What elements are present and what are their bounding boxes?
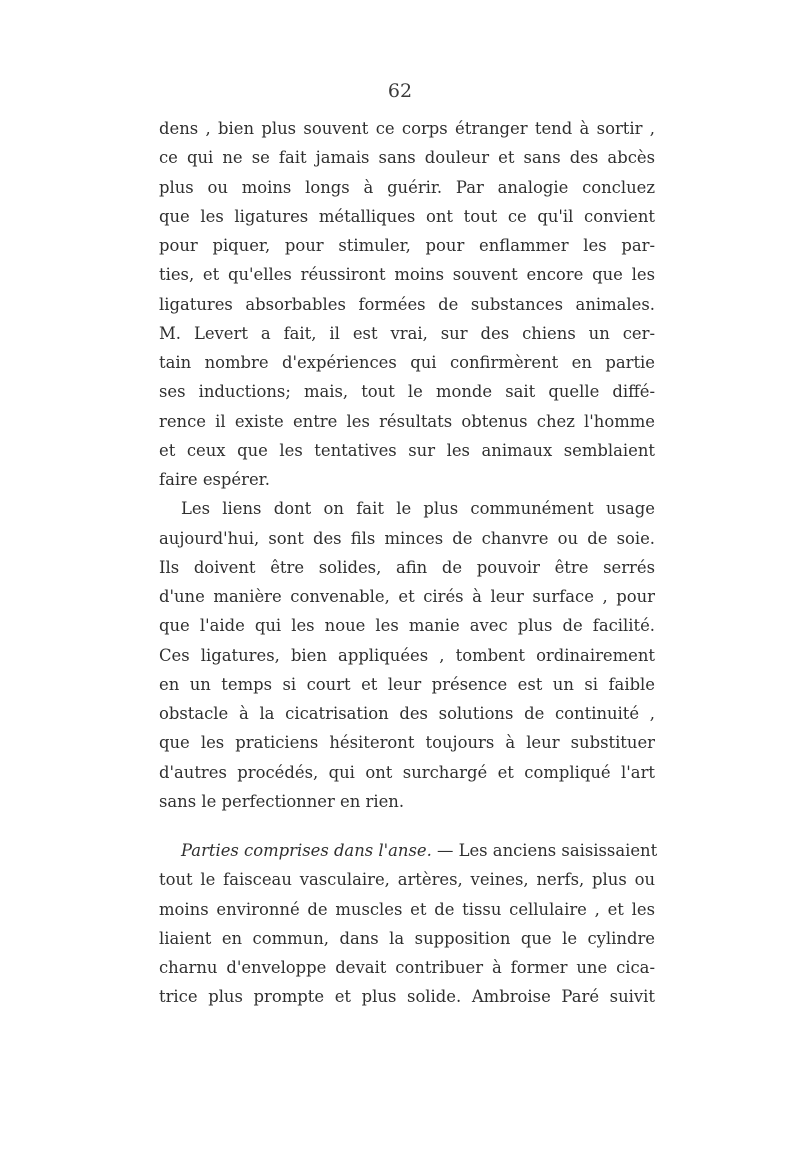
text-line: tain nombre d'expériences qui confirmèrent en partie bbox=[159, 353, 655, 372]
heading-continuation: — Les anciens saisissaient bbox=[431, 841, 658, 860]
text-line: moins environné de muscles et de tissu cellulaire , et les bbox=[159, 899, 655, 919]
text-line: charnu d'enveloppe devait contribuer à former une cica- bbox=[159, 958, 655, 977]
text-line: que les praticiens hésiteront toujours à leur substituer bbox=[159, 733, 655, 753]
paragraph-3 bbox=[159, 836, 658, 1012]
text-line: sans le perfectionner en rien. bbox=[159, 791, 405, 811]
text-line bbox=[159, 836, 658, 865]
text-line: en un temps si court et leur présence est un si faible bbox=[159, 674, 655, 694]
paragraph-1 bbox=[159, 114, 655, 494]
text-line: plus ou moins longs à guérir. Par analogie concluez bbox=[159, 177, 655, 197]
text-line: aujourd'hui, sont des fils minces de chanvre ou de soie. bbox=[159, 528, 655, 548]
body-text bbox=[159, 114, 658, 1012]
text-line: ties, et qu'elles réussiront moins souvent encore que les bbox=[159, 265, 655, 285]
text-line: ses inductions; mais, tout le monde sait quelle diffé- bbox=[159, 382, 655, 402]
section-heading: Parties comprises dans l'anse. bbox=[181, 841, 432, 860]
text-line: d'une manière convenable, et cirés à leur surface , pour bbox=[159, 587, 655, 606]
text-line: ligatures absorbables formées de substances animales. bbox=[159, 294, 655, 314]
text-line: rence il existe entre les résultats obtenus chez l'homme bbox=[159, 411, 655, 431]
text-line: dens , bien plus souvent ce corps étranger tend à sortir , bbox=[159, 119, 655, 138]
text-line: pour piquer, pour stimuler, pour enflammer les par- bbox=[159, 236, 655, 255]
text-line: M. Levert a fait, il est vrai, sur des chiens un cer- bbox=[159, 323, 655, 343]
text-line: Ils doivent être solides, afin de pouvoir être serrés bbox=[159, 557, 655, 577]
text-line: que l'aide qui les noue les manie avec plus de facilité. bbox=[159, 616, 655, 636]
text-line: tout le faisceau vasculaire, artères, veines, nerfs, plus ou bbox=[159, 870, 655, 890]
text-line: que les ligatures métalliques ont tout ce qu'il convient bbox=[159, 206, 655, 226]
paragraph-2 bbox=[159, 494, 655, 816]
page-number: 62 bbox=[387, 80, 413, 102]
text-line: et ceux que les tentatives sur les animaux semblaient bbox=[159, 440, 655, 460]
text-line: trice plus prompte et plus solide. Ambroise Paré suivit bbox=[159, 987, 655, 1007]
text-line: d'autres procédés, qui ont surchargé et compliqué l'art bbox=[159, 762, 655, 782]
text-line: liaient en commun, dans la supposition que le cylindre bbox=[159, 928, 655, 948]
text-line: ce qui ne se fait jamais sans douleur et sans des abcès bbox=[159, 148, 655, 168]
text-line: obstacle à la cicatrisation des solutions de continuité , bbox=[159, 704, 655, 723]
text-line: faire espérer. bbox=[159, 470, 270, 489]
text-line: Ces ligatures, bien appliquées , tombent ordinairement bbox=[159, 645, 655, 665]
text-line: Les liens dont on fait le plus communément usage bbox=[181, 499, 655, 519]
